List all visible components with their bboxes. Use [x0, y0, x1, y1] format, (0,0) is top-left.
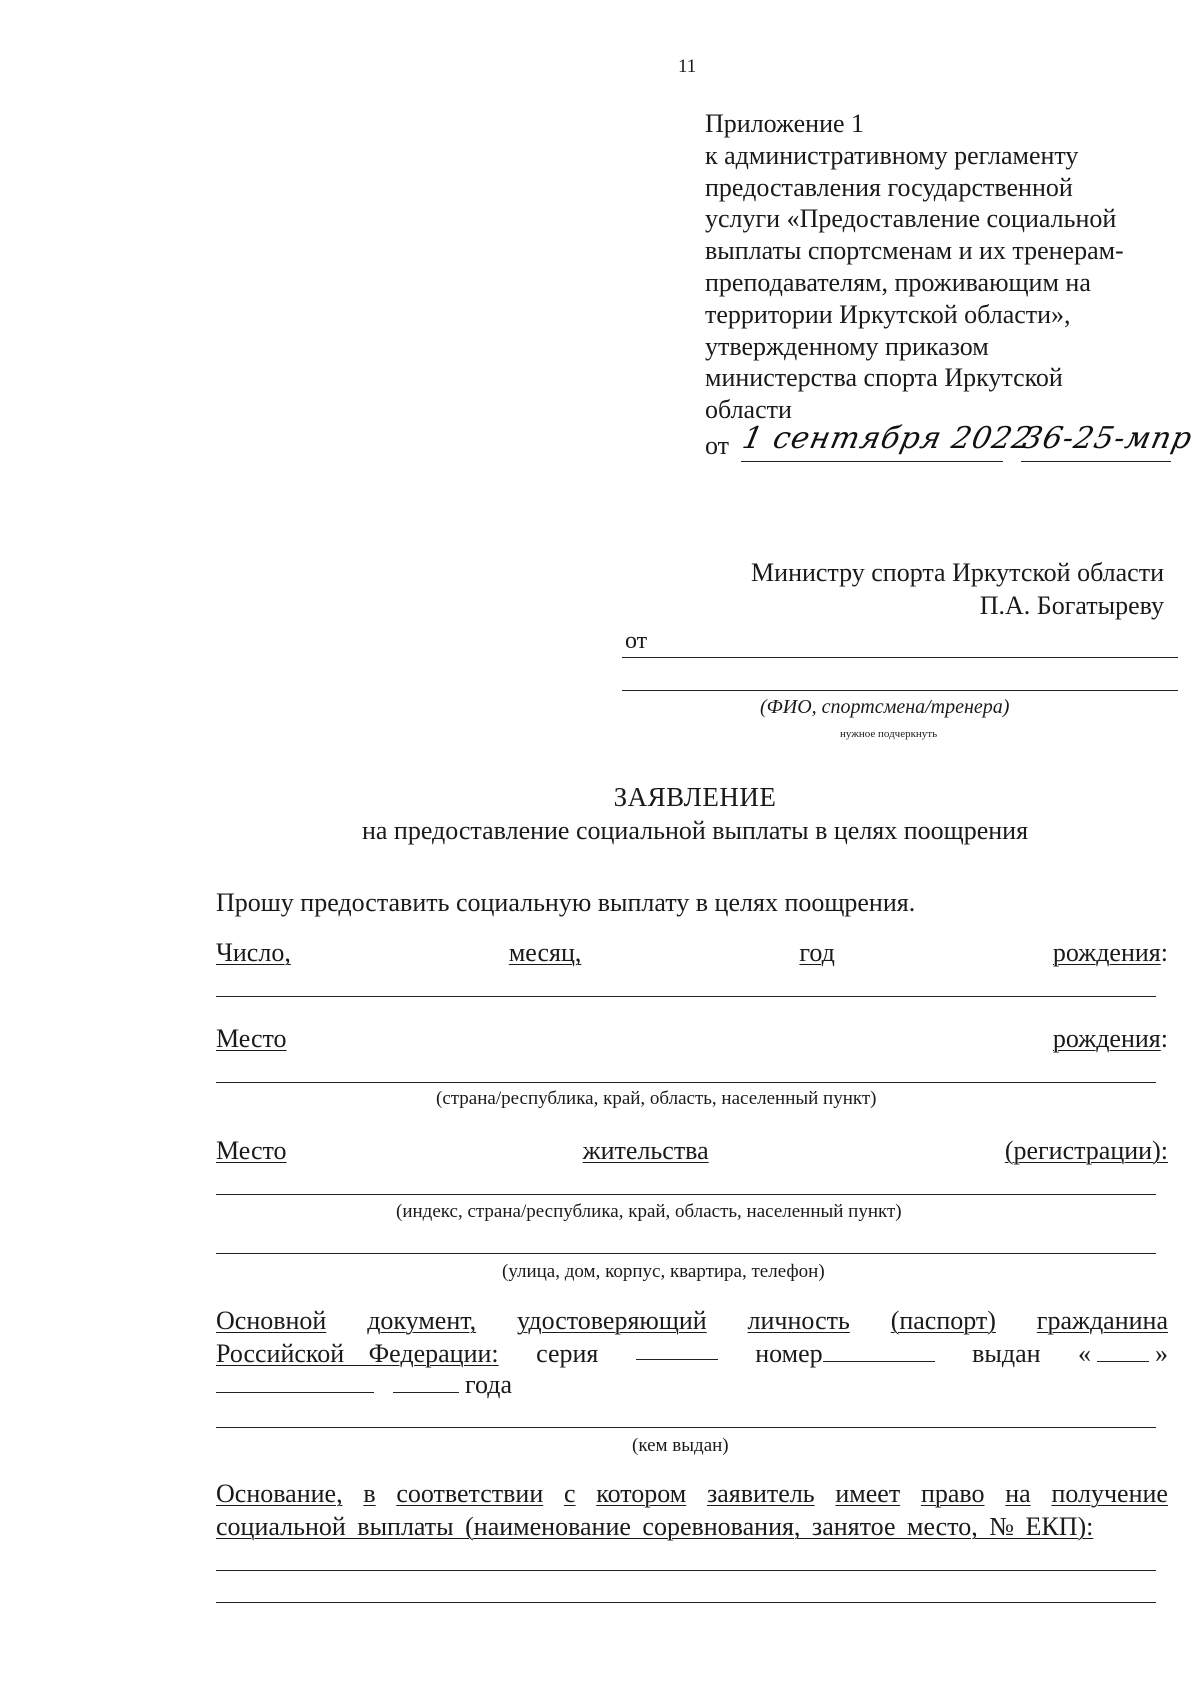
dob-colon: : [1160, 938, 1168, 967]
residence-caption-1: (индекс, страна/республика, край, область, населенный пункт) [396, 1201, 902, 1222]
passport-word: (паспорт) [890, 1306, 996, 1335]
basis-word: на [1005, 1479, 1031, 1508]
passport-year-field[interactable] [393, 1372, 459, 1393]
order-from-label: от [705, 431, 730, 460]
request-text: Прошу предоставить социальную выплату в целях поощрения. [216, 888, 916, 917]
basis-word: котором [596, 1479, 687, 1508]
passport-issuer-line[interactable] [216, 1427, 1156, 1428]
basis-word: соответствии [396, 1479, 544, 1508]
appendix-line: утвержденному приказом [705, 331, 989, 361]
handwritten-order-date: 1 сентября 2022 [739, 421, 1037, 456]
passport-issued-label: выдан [972, 1339, 1041, 1368]
document-subtitle: на предоставление социальной выплаты в целях поощрения [361, 816, 1029, 845]
page-number: 11 [678, 56, 697, 77]
passport-line-3 [216, 1370, 512, 1400]
birthplace-word: Место [216, 1024, 287, 1053]
addressee-name: П.А. Богатыреву [979, 591, 1164, 620]
appendix-line: территории Иркутской области», [705, 299, 1071, 329]
applicant-name-line[interactable] [622, 657, 1178, 658]
passport-rf-label: Российской Федерации: [216, 1339, 499, 1368]
appendix-line: Приложение 1 [705, 109, 865, 138]
handwritten-order-number: 36-25-мпр [1019, 421, 1196, 456]
basis-word: получение [1051, 1479, 1168, 1508]
basis-word: имеет [835, 1479, 901, 1508]
basis-word: заявитель [706, 1479, 815, 1508]
passport-number-field[interactable] [823, 1341, 935, 1362]
addressee-block [751, 556, 1164, 622]
appendix-line: области [705, 395, 792, 425]
passport-month-field[interactable] [216, 1372, 374, 1393]
addressee-line: Министру спорта Иркутской области [751, 558, 1164, 587]
appendix-line: к административному регламенту [705, 140, 1079, 170]
appendix-line: выплаты спортсменам и их тренерам- [705, 236, 1124, 266]
dob-word: Число, [216, 938, 291, 967]
passport-line-1 [216, 1306, 1168, 1336]
applicant-name-line-2[interactable] [622, 690, 1178, 691]
underline-note: нужное подчеркнуть [840, 728, 938, 740]
appendix-line: министерства спорта Иркутской [705, 363, 1063, 393]
passport-day-field[interactable] [1097, 1341, 1149, 1362]
passport-line-2 [216, 1339, 1168, 1369]
basis-word: Основание, [216, 1479, 343, 1508]
residence-input-line[interactable] [216, 1194, 1156, 1195]
dob-input-line[interactable] [216, 996, 1156, 997]
residence-street-line[interactable] [216, 1253, 1156, 1254]
residence-caption-2: (улица, дом, корпус, квартира, телефон) [502, 1261, 825, 1282]
residence-word: жительства [582, 1136, 709, 1165]
passport-word: гражданина [1036, 1306, 1168, 1335]
passport-series-field[interactable] [636, 1339, 718, 1360]
birthplace-caption: (страна/республика, край, область, населенный пункт) [436, 1088, 877, 1109]
passport-issuer-caption: (кем выдан) [632, 1435, 729, 1456]
residence-word: Место [216, 1136, 287, 1165]
basis-word: с [563, 1479, 576, 1508]
basis-line-1 [216, 1479, 1168, 1509]
passport-word: личность [747, 1306, 850, 1335]
basis-input-line-2[interactable] [216, 1602, 1156, 1603]
passport-word: Основной [216, 1306, 327, 1335]
birthplace-word: рождения [1052, 1024, 1161, 1053]
birthplace-colon: : [1160, 1024, 1168, 1053]
passport-word: документ, [367, 1306, 477, 1335]
birthplace-label-row [216, 1024, 1168, 1054]
document-title: ЗАЯВЛЕНИЕ [613, 782, 777, 812]
residence-label-row [216, 1136, 1168, 1166]
passport-word: удостоверяющий [517, 1306, 707, 1335]
passport-number-label: номер [755, 1339, 823, 1368]
basis-line-2 [216, 1512, 1093, 1542]
order-date-line [741, 461, 1003, 462]
applicant-from-label: от [625, 628, 648, 654]
order-date-row [705, 421, 1196, 467]
passport-year-label: года [465, 1370, 513, 1399]
basis-description: социальной выплаты (наименование соревнования, занятое место, № ЕКП): [216, 1512, 1094, 1541]
birthplace-input-line[interactable] [216, 1082, 1156, 1083]
dob-label-row [216, 938, 1168, 968]
quote-open: « [1077, 1339, 1091, 1368]
dob-word: рождения [1052, 938, 1161, 967]
appendix-header [705, 108, 1124, 426]
basis-word: право [920, 1479, 985, 1508]
basis-input-line-1[interactable] [216, 1570, 1156, 1571]
fio-caption: (ФИО, спортсмена/тренера) [760, 696, 1010, 718]
basis-word: в [363, 1479, 376, 1508]
appendix-line: предоставления государственной [705, 172, 1073, 202]
residence-word: (регистрации): [1004, 1136, 1168, 1165]
appendix-line: услуги «Предоставление социальной [705, 204, 1117, 234]
passport-series-label: серия [536, 1339, 599, 1368]
quote-close: » [1154, 1339, 1168, 1368]
dob-word: месяц, [508, 938, 582, 967]
order-number-line [1021, 461, 1171, 462]
appendix-line: преподавателям, проживающим на [705, 267, 1091, 297]
dob-word: год [799, 938, 835, 967]
